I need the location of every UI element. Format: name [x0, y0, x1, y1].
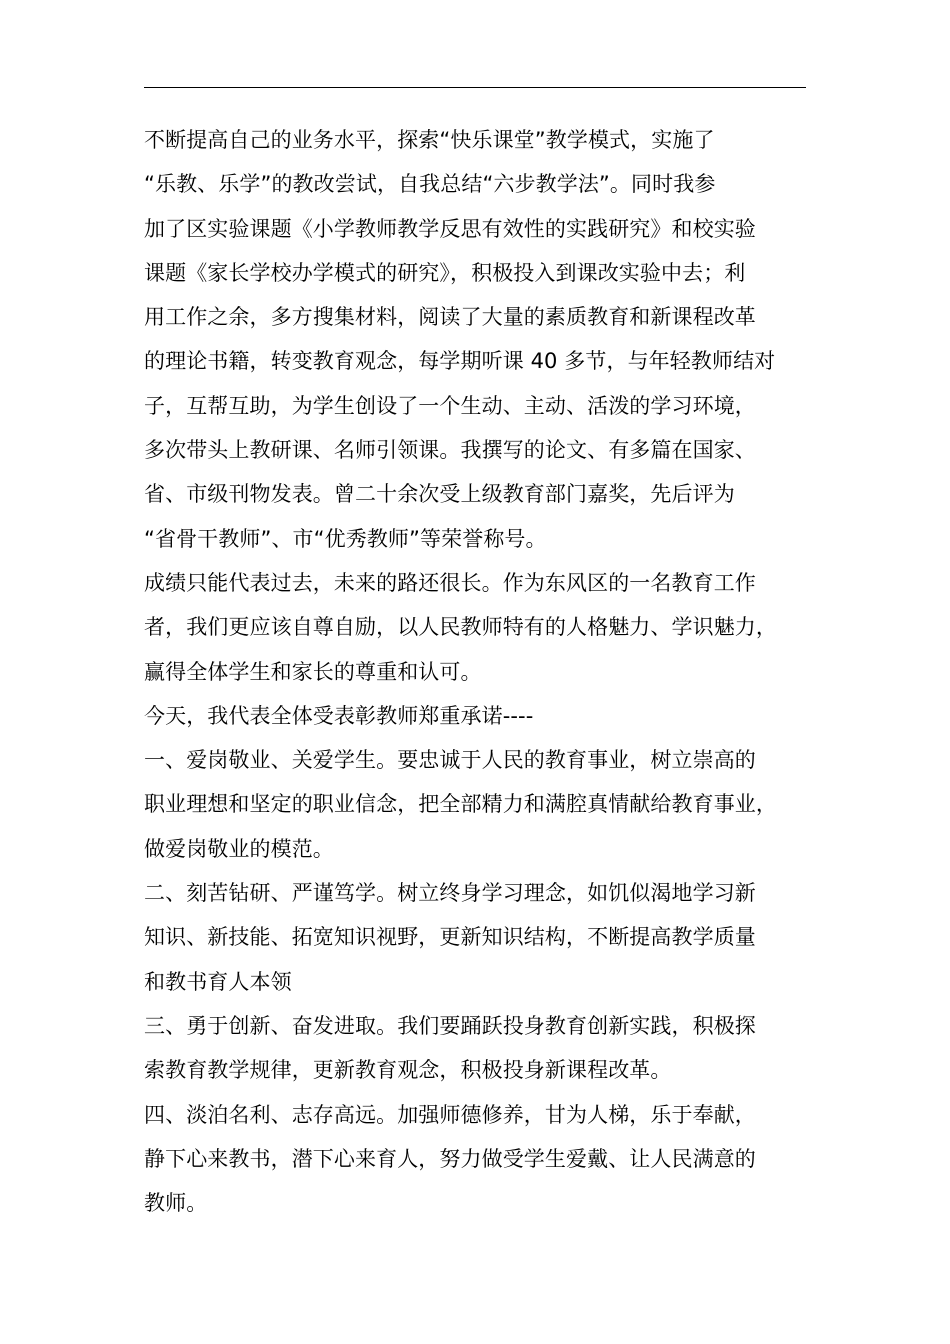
text-line: 职业理想和坚定的职业信念，把全部精力和满腔真情献给教育事业，: [144, 792, 777, 817]
text-line: 知识、新技能、拓宽知识视野，更新知识结构，不断提高教学质量: [144, 925, 756, 950]
text-line: 课题《家长学校办学模式的研究》，积极投入到课改实验中去；利: [144, 260, 746, 285]
text-line: 一、爱岗敬业、关爱学生。要忠诚于人民的教育事业，树立崇高的: [144, 748, 756, 773]
text-line: 静下心来教书，潜下心来育人，努力做受学生爱戴、让人民满意的: [144, 1146, 756, 1171]
text-line: 四、淡泊名利、志存高远。加强师德修养，甘为人梯，乐于奉献，: [144, 1102, 756, 1127]
document-body: [144, 118, 824, 1225]
text-line: 今天，我代表全体受表彰教师郑重承诺----: [144, 703, 534, 728]
header-rule: [144, 87, 806, 88]
text-line: 省、市级刊物发表。曾二十余次受上级教育部门嘉奖，先后评为: [144, 482, 735, 507]
text-line: 的理论书籍，转变教育观念，每学期听课 40 多节，与年轻教师结对: [144, 349, 776, 374]
text-line: 多次带头上教研课、名师引领课。我撰写的论文、有多篇在国家、: [144, 438, 756, 463]
text-line: 三、勇于创新、奋发进取。我们要踊跃投身教育创新实践，积极探: [144, 1013, 756, 1038]
text-line: 加了区实验课题《小学教师教学反思有效性的实践研究》和校实验: [144, 216, 756, 241]
text-line: 成绩只能代表过去，未来的路还很长。作为东风区的一名教育工作: [144, 570, 756, 595]
text-line: 和教书育人本领: [144, 969, 292, 994]
text-line: 用工作之余，多方搜集材料，阅读了大量的素质教育和新课程改革: [144, 305, 756, 330]
text-line: 二、刻苦钻研、严谨笃学。树立终身学习理念，如饥似渴地学习新: [144, 881, 756, 906]
text-line: 赢得全体学生和家长的尊重和认可。: [144, 659, 482, 684]
text-line: “乐教、乐学”的教改尝试，自我总结“六步教学法”。同时我参: [144, 172, 716, 197]
text-line: 子，互帮互助，为学生创设了一个生动、主动、活泼的学习环境，: [144, 393, 756, 418]
text-line: 不断提高自己的业务水平，探索“快乐课堂”教学模式，实施了: [144, 128, 715, 152]
text-line: 者，我们更应该自尊自励，以人民教师特有的人格魅力、学识魅力，: [144, 615, 777, 640]
text-line: 索教育教学规律，更新教育观念，积极投身新课程改革。: [144, 1058, 672, 1083]
text-line: 做爱岗敬业的模范。: [144, 836, 334, 861]
text-line: “省骨干教师”、市“优秀教师”等荣誉称号。: [144, 526, 547, 551]
text-line: 教师。: [144, 1191, 208, 1216]
